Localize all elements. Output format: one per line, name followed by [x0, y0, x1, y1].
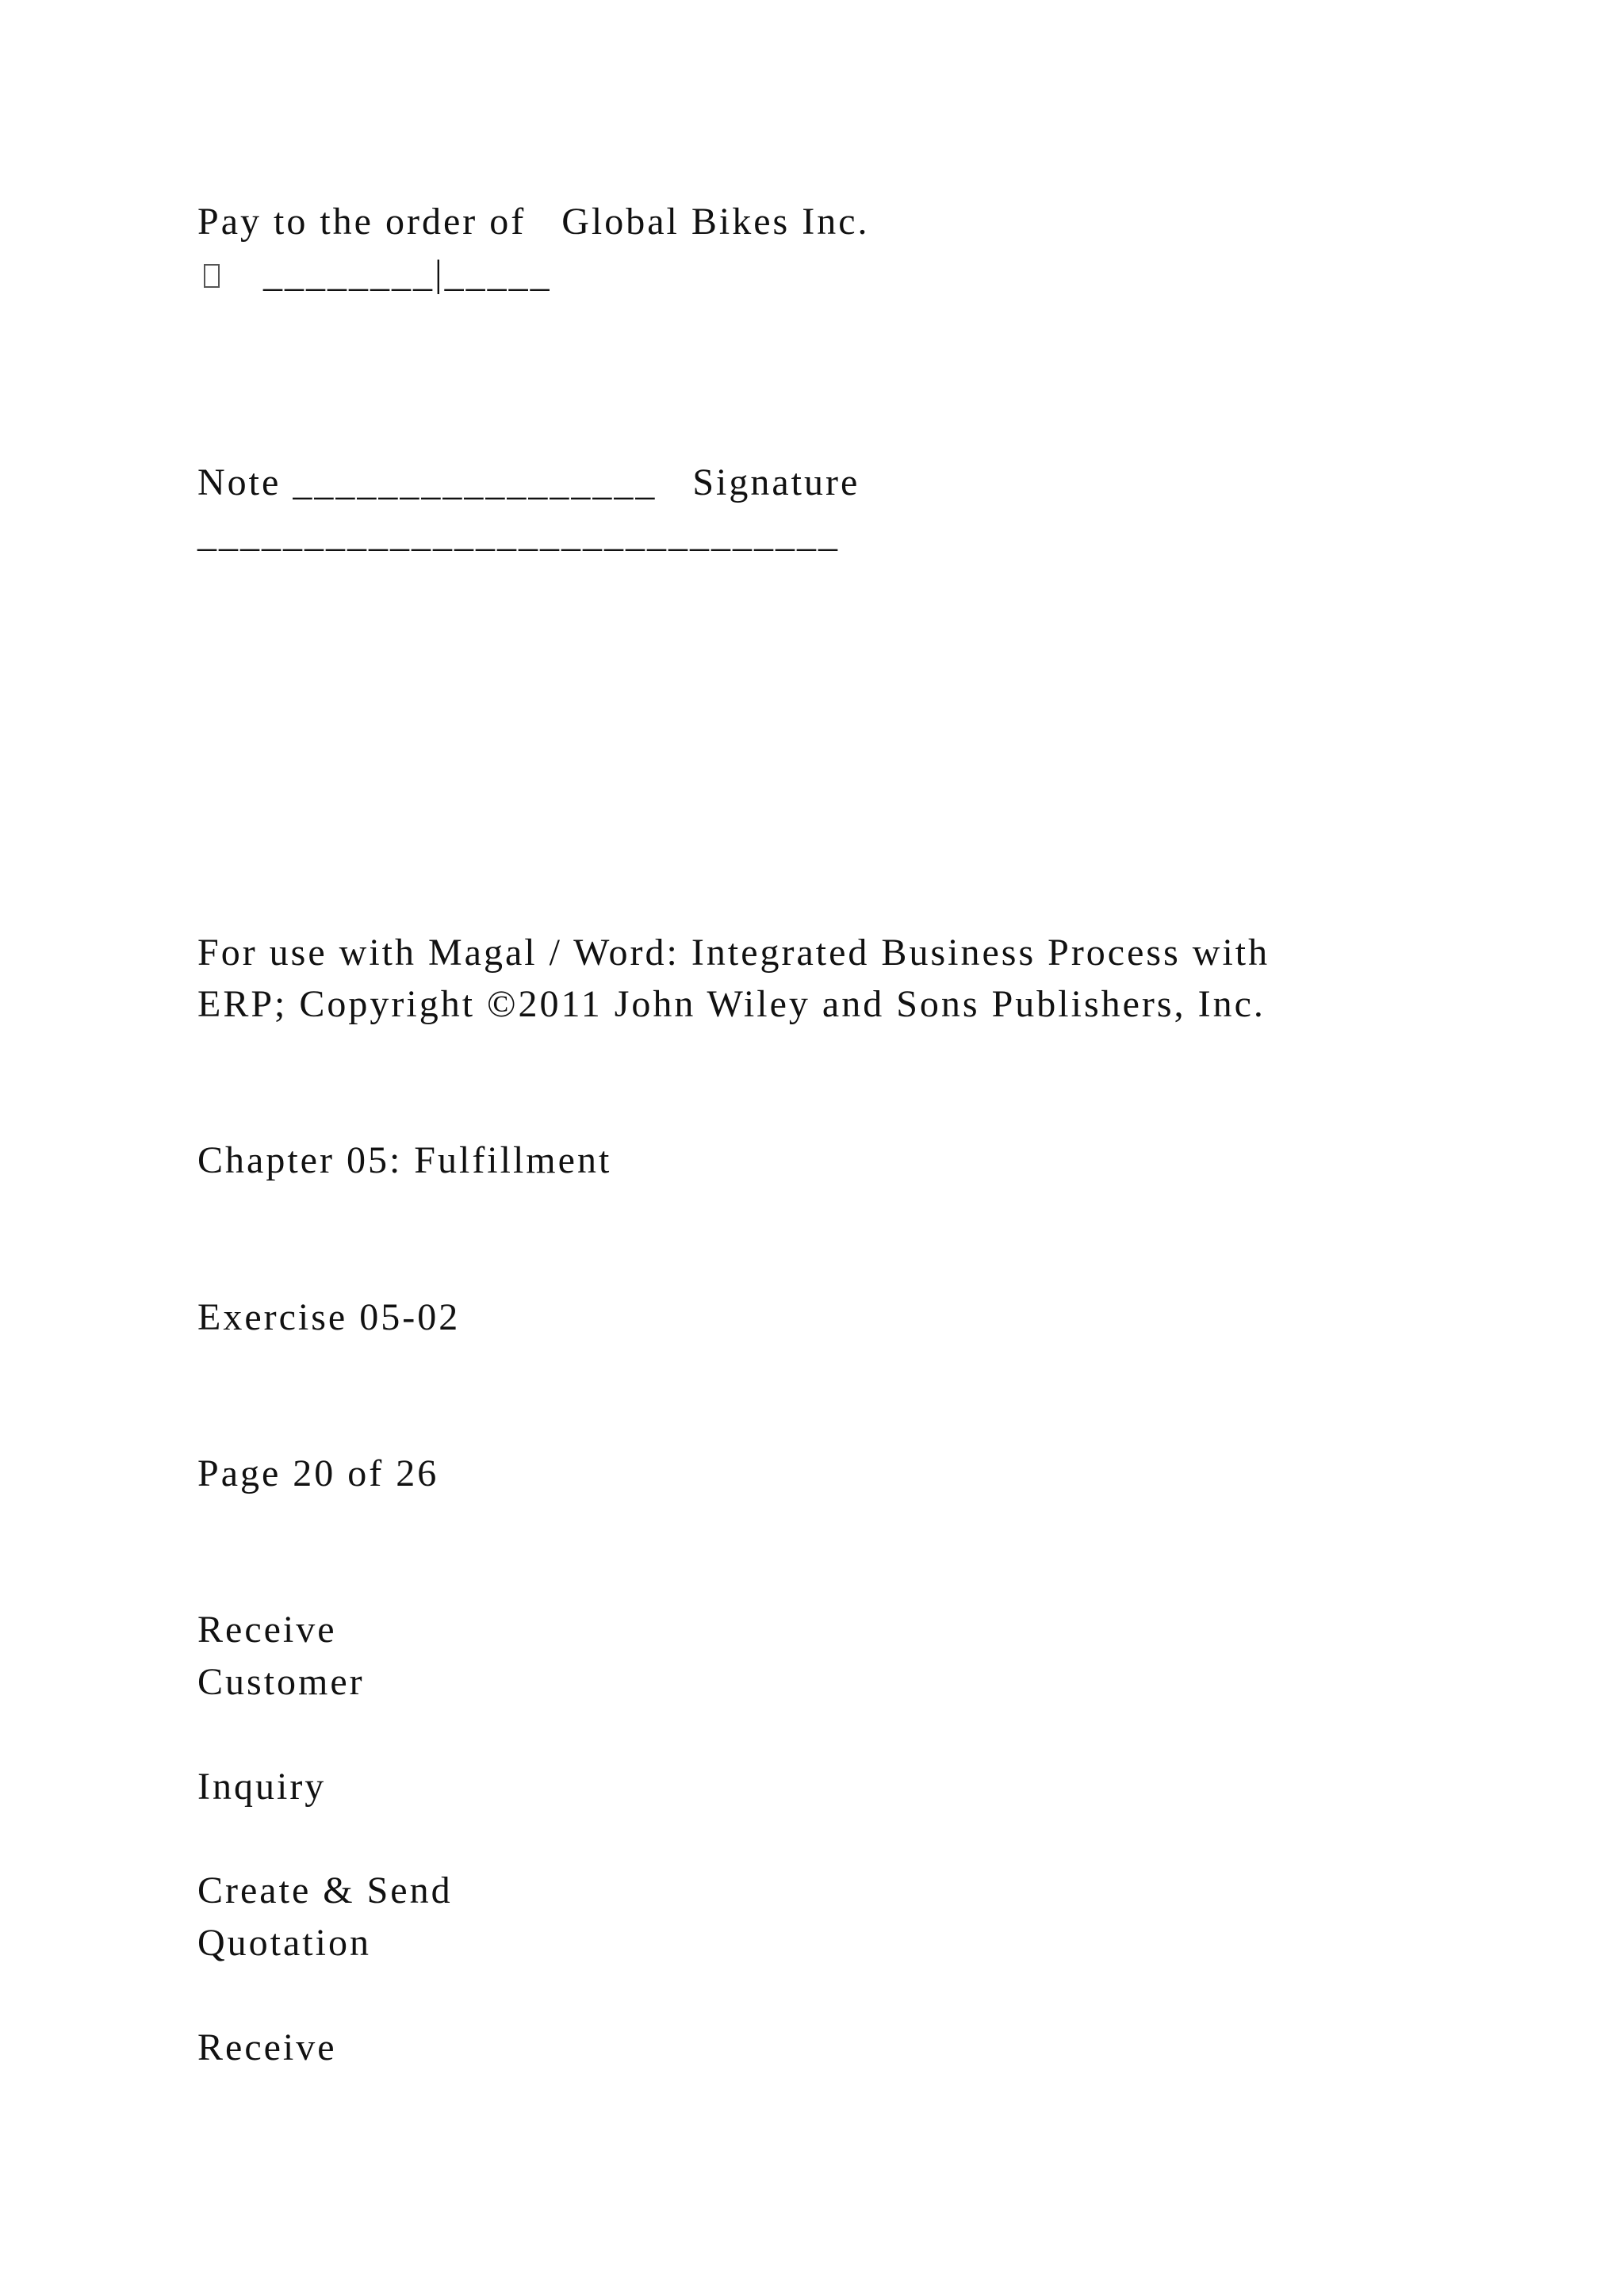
- amount-line: ________|_____: [263, 253, 552, 295]
- step-2-line-2: Quotation: [197, 1922, 371, 1964]
- note-signature-line: [197, 457, 860, 508]
- signature-label: Signature: [692, 461, 860, 503]
- step-2-line-1: Create & Send: [197, 1869, 453, 1911]
- page-number: Page 20 of 26: [197, 1452, 439, 1494]
- pay-to-label: Pay to the order of: [197, 201, 527, 243]
- payee-name: Global Bikes Inc.: [561, 201, 870, 243]
- signature-line: ______________________________: [197, 513, 840, 555]
- missing-glyph-icon: [204, 264, 220, 288]
- pay-to-line: [197, 197, 870, 247]
- note-label: Note: [197, 461, 282, 503]
- copyright-line-2: ERP; Copyright ©2011 John Wiley and Sons Publishers, Inc.: [197, 983, 1266, 1025]
- step-3-line-1: Receive: [197, 2026, 337, 2068]
- step-1-line-2: Customer: [197, 1661, 365, 1703]
- copyright-line-1: For use with Magal / Word: Integrated Business Process with: [197, 932, 1270, 974]
- exercise-label: Exercise 05-02: [197, 1296, 461, 1338]
- step-1-line-1: Receive: [197, 1609, 337, 1651]
- step-1-line-3: Inquiry: [197, 1766, 327, 1808]
- note-line: _________________: [293, 461, 657, 503]
- chapter-title: Chapter 05: Fulfillment: [197, 1139, 612, 1181]
- amount-line-row: [197, 249, 552, 300]
